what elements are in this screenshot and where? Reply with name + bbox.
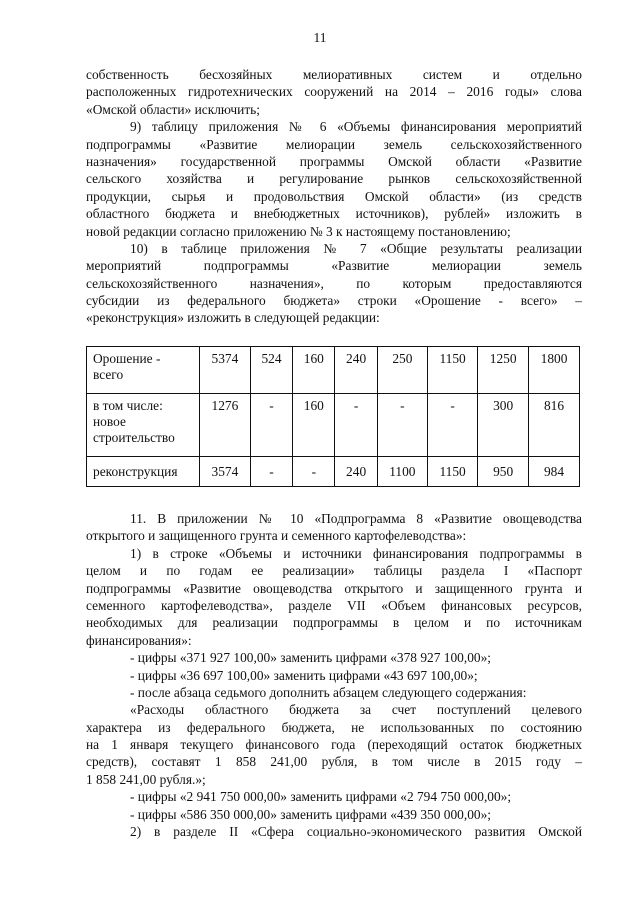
text-line: сельскохозяйственного назначения», по которым предоставляются (86, 275, 582, 291)
table-cell: - (250, 394, 292, 457)
text-line: финансирования»: (86, 632, 192, 648)
text-line: подпрограммы «Развитие мелиорации земель сельскохозяйственного (86, 136, 582, 152)
text-line: 9) таблицу приложения № 6 «Объемы финансирования мероприятий (130, 119, 582, 135)
text-line: субсидии из федерального бюджета» строки «Орошение - всего» – (86, 293, 582, 309)
text-line: областного бюджета и внебюджетных источников), рублей» изложить в (86, 206, 582, 222)
table-cell: 816 (529, 394, 580, 457)
table-cell: 1100 (377, 457, 427, 487)
text-line: 1 858 241,00 рубля.»; (86, 771, 206, 787)
text-line: «Расходы областного бюджета за счет поступлений целевого (130, 702, 582, 718)
table-cell: 5374 (200, 347, 251, 394)
text-line: семенного картофелеводства», разделе VII «Объем финансовых ресурсов, (86, 597, 582, 613)
table-row (87, 394, 580, 457)
intro-text (86, 66, 582, 327)
table-cell: 240 (335, 457, 377, 487)
body-text (86, 510, 582, 840)
text-line: - цифры «586 350 000,00» заменить цифрами «439 350 000,00»; (130, 806, 492, 822)
text-line: 11. В приложении № 10 «Подпрограмма 8 «Развитие овощеводства (130, 511, 582, 526)
table-cell: 950 (478, 457, 529, 487)
text-line: мероприятий подпрограммы «Развитие мелиорации земель (86, 258, 582, 274)
table-row (87, 457, 580, 487)
table-cell: 250 (377, 347, 427, 394)
text-line: целом и по годам ее реализации» таблицы раздела I «Паспорт (86, 563, 582, 579)
table-cell: 160 (293, 347, 335, 394)
text-line: подпрограммы «Развитие овощеводства открытого и защищенного грунта и (86, 580, 582, 596)
text-line: сельского хозяйства и регулирование рынков сельскохозяйственной (86, 171, 582, 187)
row-label: Орошение - всего (87, 347, 200, 394)
table-cell: - (335, 394, 377, 457)
table-cell: 160 (293, 394, 335, 457)
text-line: продукции, сырья и продовольствия Омской области» (из средств (86, 188, 582, 204)
row-label: в том числе: новое строительство (87, 394, 200, 457)
row-label: реконструкция (87, 457, 200, 487)
text-line: назначения» государственной программы Омской области «Развитие (86, 153, 582, 169)
table-cell: - (377, 394, 427, 457)
text-line: характера из федерального бюджета, не использованных по состоянию (86, 719, 582, 735)
table-cell: 300 (478, 394, 529, 457)
table-cell: 1150 (427, 347, 477, 394)
text-line: собственность бесхозяйных мелиоративных систем и отдельно (86, 67, 582, 82)
page-number: 11 (313, 30, 327, 45)
table-cell: 1800 (529, 347, 580, 394)
table-cell: 1250 (478, 347, 529, 394)
table-cell: - (427, 394, 477, 457)
text-line: «Омской области» исключить; (86, 101, 260, 117)
text-line: расположенных гидротехнических сооружений на 2014 – 2016 годы» слова (86, 84, 582, 100)
text-line: 10) в таблице приложения № 7 «Общие результаты реализации (130, 240, 582, 256)
table-cell: 1150 (427, 457, 477, 487)
text-line: средств), составят 1 858 241,00 рубля, в том числе в 2015 году – (86, 754, 582, 770)
text-line: - после абзаца седьмого дополнить абзацем следующего содержания: (130, 684, 527, 700)
table-cell: 984 (529, 457, 580, 487)
text-line: открытого и защищенного грунта и семенного картофелеводства»: (86, 528, 467, 544)
irrigation-table (86, 346, 580, 487)
table-cell: 3574 (200, 457, 251, 487)
table-row (87, 347, 580, 394)
text-line: - цифры «371 927 100,00» заменить цифрами «378 927 100,00»; (130, 650, 492, 666)
text-line: новой редакции согласно приложению № 3 к настоящему постановлению; (86, 223, 511, 239)
table-cell: 1276 (200, 394, 251, 457)
text-line: 1) в строке «Объемы и источники финансирования подпрограммы в (130, 545, 582, 561)
text-line: «реконструкция» изложить в следующей редакции: (86, 310, 380, 326)
table-cell: 240 (335, 347, 377, 394)
text-line: - цифры «2 941 750 000,00» заменить цифрами «2 794 750 000,00»; (130, 789, 512, 805)
text-line: необходимых для реализации подпрограммы в целом и по источникам (86, 615, 582, 631)
table-cell: 524 (250, 347, 292, 394)
table-cell: - (250, 457, 292, 487)
table-cell: - (293, 457, 335, 487)
text-line: 2) в разделе II «Сфера социально-экономического развития Омской (130, 824, 582, 840)
text-line: на 1 января текущего финансового года (переходящий остаток бюджетных (86, 737, 582, 753)
text-line: - цифры «36 697 100,00» заменить цифрами «43 697 100,00»; (130, 667, 478, 683)
